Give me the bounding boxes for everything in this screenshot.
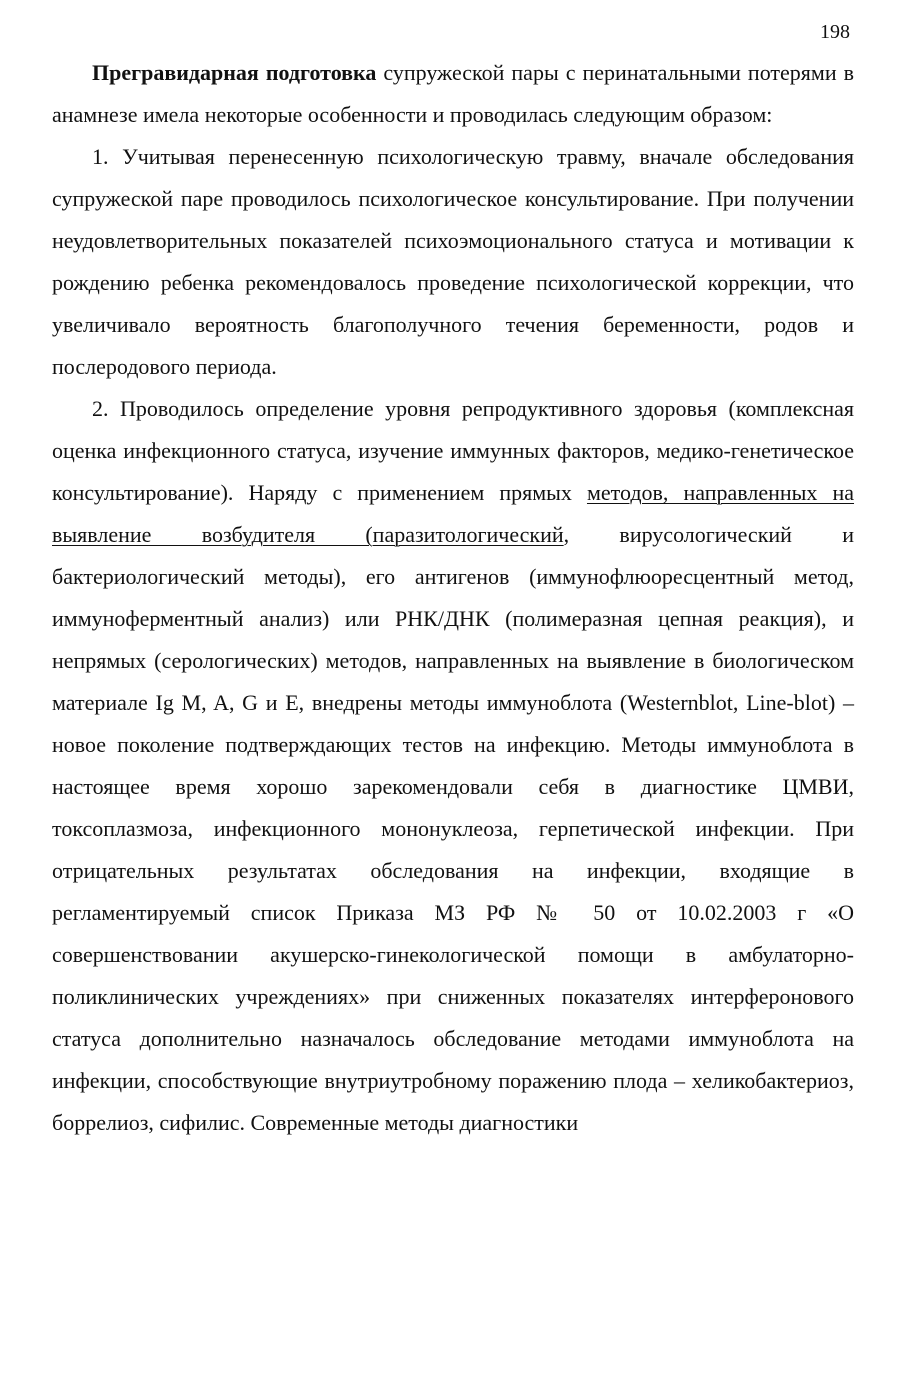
list-item-2-text-part2: , вирусологический и бактериологический методы), его антигенов (иммунофлюоресцентный метод, иммуноферментный анализ) или РНК/ДНК (полимеразная цепная реакция), и непрямых (серологических) методов, направленных на выявление в биологическом материале Ig M, A, G и E, внедрены методы иммуноблота (Westernblot, Line-blot) – новое поколение подтверждающих тестов на инфекцию. Методы иммуноблота в настоящее время хорошо зарекомендовали себя в диагностике ЦМВИ, токсоплазмоза, инфекционного мононуклеоза, герпетической инфекции. При отрицательных результатах обследования на инфекции, входящие в регламентируемый список Приказа МЗ РФ № 50 от 10.02.2003 г «О совершенствовании акушерско-гинекологической помощи в амбулаторно-поликлинических учреждениях» при сниженных показателях интерферонового статуса дополнительно назначалось обследование методами иммуноблота на инфекции, способствующие внутриутробному поражению плода – хеликобактериоз, боррелиоз, сифилис. Современные методы диагностики — [52, 522, 854, 1135]
page-number: 198 — [820, 21, 850, 43]
list-item-2-number: 2. — [92, 396, 109, 421]
intro-bold-term: Прегравидарная подготовка — [92, 60, 377, 85]
intro-paragraph — [52, 52, 854, 136]
list-item-2-text-part1: Проводилось определение уровня репродуктивного здоровья (комплексная оценка инфекционного статуса, изучение иммунных факторов, медико-генетическое консультирование). Наряду с применением прямых — [52, 396, 854, 505]
list-item-1-text: Учитывая перенесенную психологическую травму, вначале обследования супружеской паре проводилось психологическое консультирование. При получении неудовлетворительных показателей психоэмоционального статуса и мотивации к рождению ребенка рекомендовалось проведение психологической коррекции, что увеличивало вероятность благополучного течения беременности, родов и послеродового периода. — [52, 144, 854, 379]
list-item-1-number: 1. — [92, 144, 109, 169]
list-item-1 — [52, 136, 854, 388]
document-body — [52, 52, 854, 1144]
intro-text: супружеской пары с перинатальными потерями в анамнезе имела некоторые особенности и проводилась следующим образом: — [52, 60, 854, 127]
list-item-2 — [52, 388, 854, 1144]
list-item-2-underlined-text: методов, направленных на выявление возбудителя (паразитологический — [52, 480, 855, 547]
